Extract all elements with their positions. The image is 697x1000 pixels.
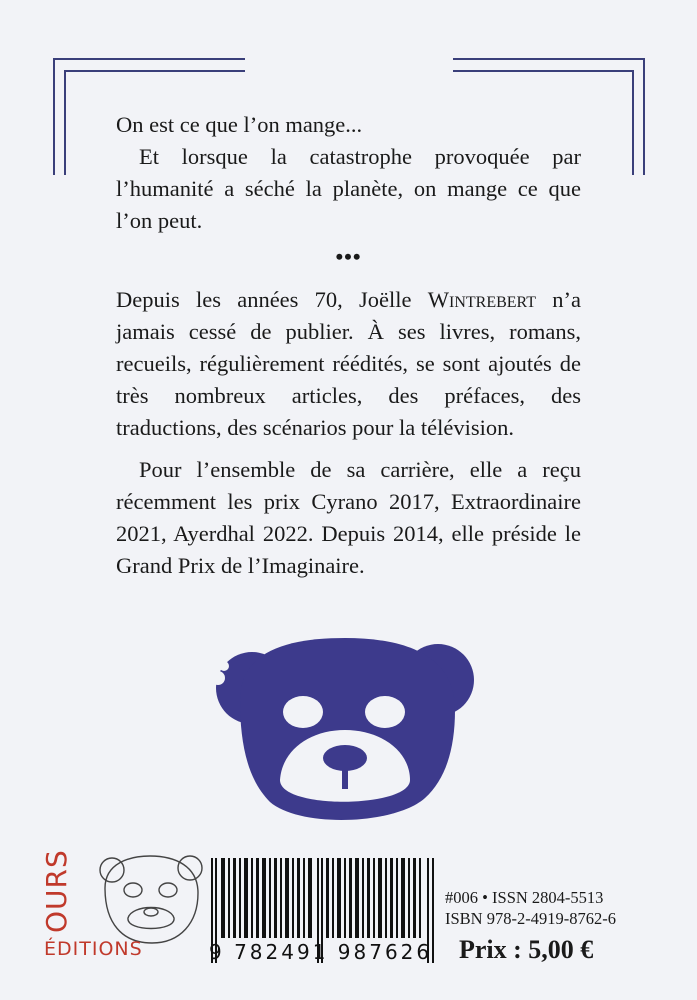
author-name: Wintrebert [427,287,537,312]
intro-line-2: Et lorsque la catastrophe provoquée par l’humanité a séché la planète, on mange ce que l’on peut. [116,144,581,233]
bio-paragraph-2: Pour l’ensemble de sa carrière, elle a reçu récemment les prix Cyrano 2017, Extraordinaire 2021, Ayerdhal 2022. Depuis 2014, elle préside le Grand Prix de l’Imaginaire. [116,457,581,578]
price-label: Prix : 5,00 € [459,935,594,964]
bio-paragraph-1: Depuis les années 70, Joëlle Wintrebert n’a jamais cessé de publier. À ses livres, romans, recueils, régulièrement réédités, se sont ajoutés de très nombreux articles, des préfaces, des traductions, des scénarios pour la télévision. [116,287,581,440]
separator-dots: ••• [335,244,362,269]
issn-line: #006 • ISSN 2804-5513 [445,888,604,907]
intro-text [116,109,581,237]
isbn-line: ISBN 978-2-4919-8762-6 [445,909,616,928]
intro-line-1: On est ce que l’on mange... [116,112,363,137]
barcode-number: 9 782491 987626 [209,940,433,964]
bear-head-icon [210,630,480,830]
logo-ours-text: OURS [40,849,73,933]
author-bio [116,284,581,582]
logo-editions-text: ÉDITIONS [44,938,143,960]
